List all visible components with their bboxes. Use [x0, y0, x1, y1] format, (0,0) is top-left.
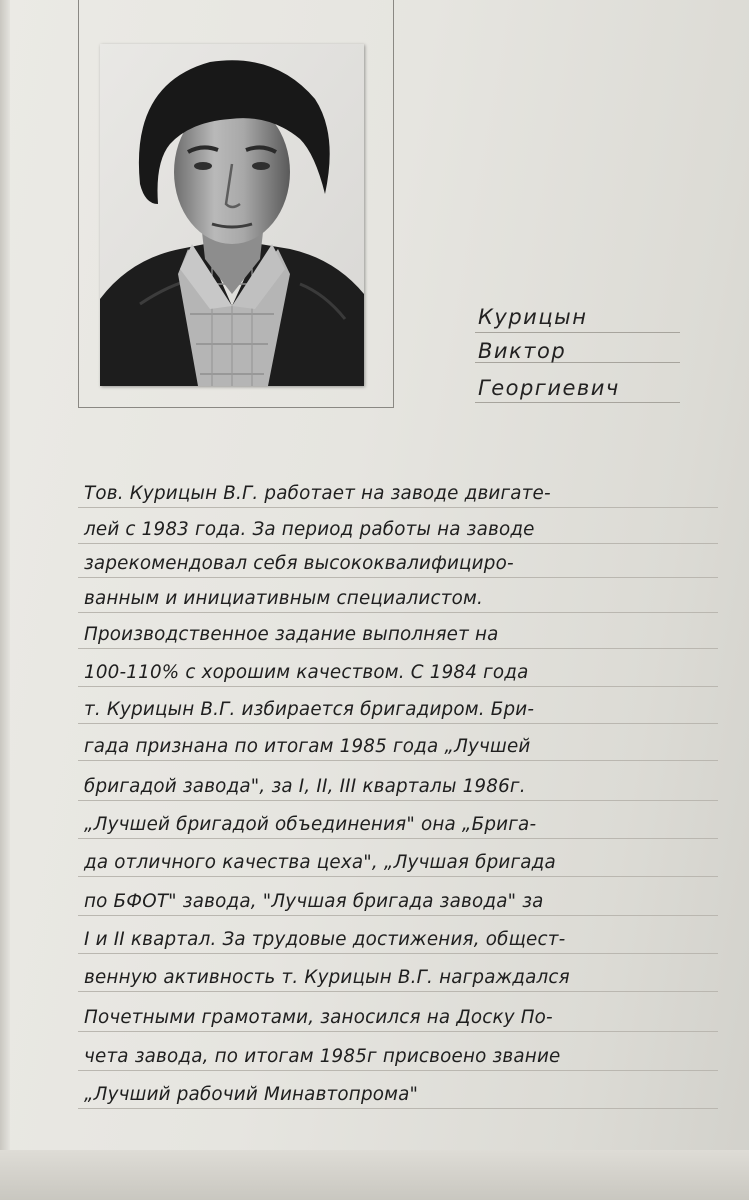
ruled-line [78, 1070, 718, 1071]
text-line: Тов. Курицын В.Г. работает на заводе двигате- [84, 483, 551, 504]
ruled-line [78, 953, 718, 954]
ruled-line [78, 507, 718, 508]
ruled-line [78, 800, 718, 801]
text-line: Почетными грамотами, заносился на Доску По- [84, 1007, 553, 1028]
ruled-line [78, 838, 718, 839]
ruled-line [78, 648, 718, 649]
first-name-text: Виктор [478, 339, 567, 363]
ruled-line [78, 1108, 718, 1109]
text-line: т. Курицын В.Г. избирается бригадиром. Бри- [84, 699, 535, 720]
text-line: бригадой завода", за I, II, III кварталы 1986г. [84, 776, 526, 797]
ruled-line [78, 543, 718, 544]
ruled-line [78, 686, 718, 687]
text-line: да отличного качества цеха", „Лучшая бригада [84, 852, 556, 873]
page-bottom-shadow [0, 1150, 749, 1200]
patronymic-text: Георгиевич [478, 376, 620, 400]
text-line: зарекомендовал себя высококвалифициро- [84, 553, 514, 574]
text-line: венную активность т. Курицын В.Г. награждался [84, 967, 570, 988]
patronymic-underline [475, 402, 680, 403]
text-line: „Лучший рабочий Минавтопрома" [84, 1084, 419, 1105]
ruled-line [78, 612, 718, 613]
ruled-line [78, 876, 718, 877]
surname-text: Курицын [478, 305, 588, 329]
text-line: „Лучшей бригадой объединения" она „Брига- [84, 814, 537, 835]
ruled-line [78, 1031, 718, 1032]
ruled-line [78, 760, 718, 761]
ruled-line [78, 915, 718, 916]
text-line: Производственное задание выполняет на [84, 624, 499, 645]
ruled-line [78, 991, 718, 992]
surname-underline [475, 332, 680, 333]
text-line: гада признана по итогам 1985 года „Лучшей [84, 736, 531, 757]
ruled-line [78, 723, 718, 724]
page-edge-shadow [0, 0, 10, 1200]
text-line: лей с 1983 года. За период работы на заводе [84, 519, 535, 540]
text-line: ванным и инициативным специалистом. [84, 588, 483, 609]
portrait-photo [100, 44, 364, 386]
text-line: I и II квартал. За трудовые достижения, общест- [84, 929, 566, 950]
text-line: по БФОТ" завода, "Лучшая бригада завода" за [84, 891, 544, 912]
text-line: чета завода, по итогам 1985г присвоено звание [84, 1046, 561, 1067]
ruled-line [78, 577, 718, 578]
text-line: 100-110% с хорошим качеством. С 1984 года [84, 662, 529, 683]
portrait-photo-image [100, 44, 364, 386]
